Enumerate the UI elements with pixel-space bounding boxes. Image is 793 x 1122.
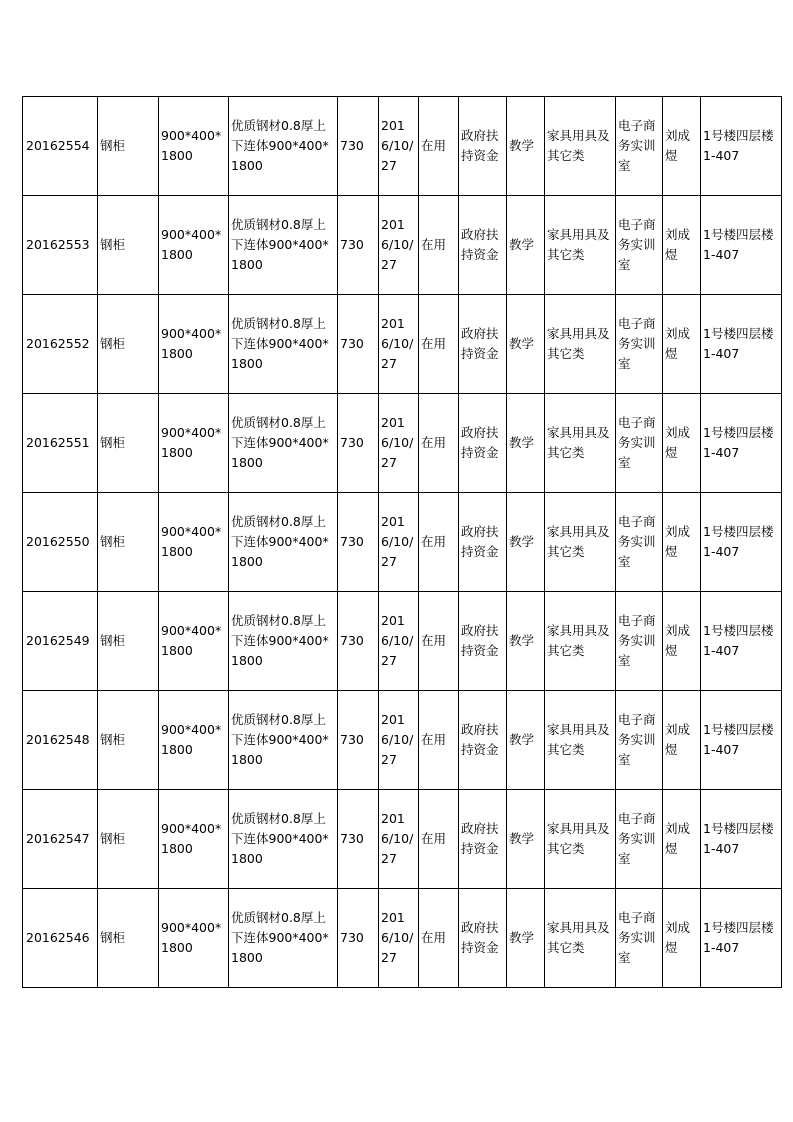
custodian-cell <box>663 889 701 988</box>
table-row <box>23 790 782 889</box>
status-cell <box>419 592 459 691</box>
model: 900*400*1800 <box>161 920 222 955</box>
asset-name-cell <box>98 196 159 295</box>
spec-cell <box>229 790 338 889</box>
date-cell <box>379 196 419 295</box>
usage-cell <box>507 790 545 889</box>
department: 电子商务实训室 <box>618 118 656 173</box>
custodian-cell <box>663 97 701 196</box>
asset-id: 20162552 <box>26 336 90 351</box>
storage-location: 1号楼四层楼1-407 <box>703 524 774 559</box>
custodian-cell <box>663 790 701 889</box>
funding-source: 政府扶持资金 <box>461 722 499 757</box>
purchase-date: 2016/10/27 <box>381 712 414 767</box>
purchase-date: 2016/10/27 <box>381 118 414 173</box>
date-cell <box>379 394 419 493</box>
asset-name-cell <box>98 889 159 988</box>
custodian: 刘成煜 <box>665 722 691 757</box>
asset-category: 家具用具及其它类 <box>547 524 610 559</box>
funding-cell <box>459 889 507 988</box>
asset-name-cell <box>98 691 159 790</box>
table-body <box>23 97 782 988</box>
funding-source: 政府扶持资金 <box>461 821 499 856</box>
date-cell <box>379 691 419 790</box>
date-cell <box>379 790 419 889</box>
custodian: 刘成煜 <box>665 425 691 460</box>
storage-location: 1号楼四层楼1-407 <box>703 425 774 460</box>
department: 电子商务实训室 <box>618 415 656 470</box>
category-cell <box>545 790 616 889</box>
asset-id: 20162547 <box>26 831 90 846</box>
asset-id: 20162554 <box>26 138 90 153</box>
asset-name-cell <box>98 295 159 394</box>
model-cell <box>159 97 229 196</box>
funding-cell <box>459 790 507 889</box>
purchase-date: 2016/10/27 <box>381 613 414 668</box>
model: 900*400*1800 <box>161 128 222 163</box>
usage-cell <box>507 394 545 493</box>
location-cell <box>701 790 782 889</box>
custodian: 刘成煜 <box>665 623 691 658</box>
location-cell <box>701 493 782 592</box>
location-cell <box>701 196 782 295</box>
category-cell <box>545 592 616 691</box>
unit-price: 730 <box>340 435 364 450</box>
table-row <box>23 196 782 295</box>
table-row <box>23 97 782 196</box>
usage-status: 在用 <box>421 435 447 450</box>
unit-price: 730 <box>340 930 364 945</box>
purchase-date: 2016/10/27 <box>381 811 414 866</box>
storage-location: 1号楼四层楼1-407 <box>703 326 774 361</box>
asset-name: 钢柜 <box>100 732 126 747</box>
asset-category: 家具用具及其它类 <box>547 920 610 955</box>
asset-name: 钢柜 <box>100 237 126 252</box>
usage-status: 在用 <box>421 336 447 351</box>
usage-direction: 教学 <box>509 435 535 450</box>
model: 900*400*1800 <box>161 722 222 757</box>
category-cell <box>545 889 616 988</box>
table-row <box>23 493 782 592</box>
usage-direction: 教学 <box>509 930 535 945</box>
model-cell <box>159 691 229 790</box>
price-cell <box>338 592 379 691</box>
price-cell <box>338 196 379 295</box>
asset-name: 钢柜 <box>100 831 126 846</box>
asset-id: 20162553 <box>26 237 90 252</box>
usage-direction: 教学 <box>509 237 535 252</box>
specification: 优质钢材0.8厚上下连体900*400*1800 <box>231 811 329 866</box>
custodian: 刘成煜 <box>665 227 691 262</box>
purchase-date: 2016/10/27 <box>381 910 414 965</box>
spec-cell <box>229 97 338 196</box>
model-cell <box>159 295 229 394</box>
funding-cell <box>459 295 507 394</box>
asset-category: 家具用具及其它类 <box>547 128 610 163</box>
asset-id-cell <box>23 394 98 493</box>
price-cell <box>338 691 379 790</box>
funding-source: 政府扶持资金 <box>461 920 499 955</box>
usage-status: 在用 <box>421 831 447 846</box>
unit-price: 730 <box>340 633 364 648</box>
model-cell <box>159 493 229 592</box>
funding-source: 政府扶持资金 <box>461 524 499 559</box>
asset-category: 家具用具及其它类 <box>547 722 610 757</box>
funding-source: 政府扶持资金 <box>461 128 499 163</box>
usage-direction: 教学 <box>509 534 535 549</box>
usage-cell <box>507 295 545 394</box>
model-cell <box>159 592 229 691</box>
unit-price: 730 <box>340 732 364 747</box>
usage-direction: 教学 <box>509 732 535 747</box>
location-cell <box>701 691 782 790</box>
location-cell <box>701 394 782 493</box>
asset-category: 家具用具及其它类 <box>547 425 610 460</box>
model: 900*400*1800 <box>161 326 222 361</box>
price-cell <box>338 394 379 493</box>
usage-direction: 教学 <box>509 336 535 351</box>
usage-status: 在用 <box>421 237 447 252</box>
status-cell <box>419 394 459 493</box>
usage-status: 在用 <box>421 633 447 648</box>
funding-cell <box>459 691 507 790</box>
custodian-cell <box>663 592 701 691</box>
status-cell <box>419 196 459 295</box>
purchase-date: 2016/10/27 <box>381 217 414 272</box>
funding-cell <box>459 592 507 691</box>
asset-category: 家具用具及其它类 <box>547 227 610 262</box>
table-row <box>23 691 782 790</box>
storage-location: 1号楼四层楼1-407 <box>703 227 774 262</box>
usage-cell <box>507 691 545 790</box>
table-row <box>23 592 782 691</box>
storage-location: 1号楼四层楼1-407 <box>703 722 774 757</box>
department-cell <box>616 493 663 592</box>
usage-status: 在用 <box>421 930 447 945</box>
department-cell <box>616 97 663 196</box>
asset-category: 家具用具及其它类 <box>547 623 610 658</box>
custodian: 刘成煜 <box>665 326 691 361</box>
funding-cell <box>459 196 507 295</box>
purchase-date: 2016/10/27 <box>381 514 414 569</box>
custodian: 刘成煜 <box>665 128 691 163</box>
spec-cell <box>229 394 338 493</box>
specification: 优质钢材0.8厚上下连体900*400*1800 <box>231 217 329 272</box>
table-row <box>23 394 782 493</box>
department-cell <box>616 889 663 988</box>
model: 900*400*1800 <box>161 821 222 856</box>
funding-source: 政府扶持资金 <box>461 227 499 262</box>
asset-category: 家具用具及其它类 <box>547 326 610 361</box>
asset-name: 钢柜 <box>100 336 126 351</box>
custodian: 刘成煜 <box>665 920 691 955</box>
asset-name-cell <box>98 97 159 196</box>
usage-status: 在用 <box>421 732 447 747</box>
table-row <box>23 295 782 394</box>
department: 电子商务实训室 <box>618 910 656 965</box>
status-cell <box>419 889 459 988</box>
spec-cell <box>229 493 338 592</box>
funding-cell <box>459 394 507 493</box>
location-cell <box>701 97 782 196</box>
department: 电子商务实训室 <box>618 316 656 371</box>
spec-cell <box>229 691 338 790</box>
date-cell <box>379 592 419 691</box>
custodian-cell <box>663 295 701 394</box>
table-row <box>23 889 782 988</box>
model: 900*400*1800 <box>161 524 222 559</box>
specification: 优质钢材0.8厚上下连体900*400*1800 <box>231 415 329 470</box>
price-cell <box>338 790 379 889</box>
price-cell <box>338 97 379 196</box>
model: 900*400*1800 <box>161 227 222 262</box>
status-cell <box>419 790 459 889</box>
asset-id-cell <box>23 691 98 790</box>
specification: 优质钢材0.8厚上下连体900*400*1800 <box>231 118 329 173</box>
specification: 优质钢材0.8厚上下连体900*400*1800 <box>231 712 329 767</box>
asset-id: 20162548 <box>26 732 90 747</box>
specification: 优质钢材0.8厚上下连体900*400*1800 <box>231 316 329 371</box>
asset-name-cell <box>98 394 159 493</box>
funding-cell <box>459 493 507 592</box>
location-cell <box>701 295 782 394</box>
asset-id-cell <box>23 97 98 196</box>
funding-source: 政府扶持资金 <box>461 326 499 361</box>
usage-direction: 教学 <box>509 633 535 648</box>
category-cell <box>545 295 616 394</box>
spec-cell <box>229 196 338 295</box>
asset-name: 钢柜 <box>100 930 126 945</box>
usage-direction: 教学 <box>509 138 535 153</box>
category-cell <box>545 196 616 295</box>
date-cell <box>379 493 419 592</box>
category-cell <box>545 97 616 196</box>
funding-cell <box>459 97 507 196</box>
unit-price: 730 <box>340 237 364 252</box>
specification: 优质钢材0.8厚上下连体900*400*1800 <box>231 910 329 965</box>
asset-id: 20162549 <box>26 633 90 648</box>
price-cell <box>338 295 379 394</box>
custodian: 刘成煜 <box>665 524 691 559</box>
location-cell <box>701 592 782 691</box>
status-cell <box>419 493 459 592</box>
asset-name: 钢柜 <box>100 633 126 648</box>
status-cell <box>419 691 459 790</box>
asset-id-cell <box>23 790 98 889</box>
unit-price: 730 <box>340 831 364 846</box>
model-cell <box>159 196 229 295</box>
asset-id-cell <box>23 196 98 295</box>
custodian-cell <box>663 394 701 493</box>
asset-id: 20162550 <box>26 534 90 549</box>
category-cell <box>545 493 616 592</box>
asset-table <box>22 96 782 988</box>
asset-name-cell <box>98 493 159 592</box>
model-cell <box>159 790 229 889</box>
department: 电子商务实训室 <box>618 613 656 668</box>
department: 电子商务实训室 <box>618 712 656 767</box>
custodian-cell <box>663 493 701 592</box>
usage-cell <box>507 889 545 988</box>
asset-name: 钢柜 <box>100 138 126 153</box>
date-cell <box>379 97 419 196</box>
department-cell <box>616 592 663 691</box>
asset-id-cell <box>23 295 98 394</box>
category-cell <box>545 691 616 790</box>
department-cell <box>616 790 663 889</box>
asset-id-cell <box>23 493 98 592</box>
category-cell <box>545 394 616 493</box>
unit-price: 730 <box>340 336 364 351</box>
price-cell <box>338 493 379 592</box>
usage-cell <box>507 196 545 295</box>
department-cell <box>616 691 663 790</box>
custodian-cell <box>663 691 701 790</box>
price-cell <box>338 889 379 988</box>
funding-source: 政府扶持资金 <box>461 623 499 658</box>
storage-location: 1号楼四层楼1-407 <box>703 128 774 163</box>
model: 900*400*1800 <box>161 623 222 658</box>
usage-cell <box>507 592 545 691</box>
model-cell <box>159 889 229 988</box>
department-cell <box>616 295 663 394</box>
purchase-date: 2016/10/27 <box>381 415 414 470</box>
model: 900*400*1800 <box>161 425 222 460</box>
asset-name-cell <box>98 790 159 889</box>
model-cell <box>159 394 229 493</box>
specification: 优质钢材0.8厚上下连体900*400*1800 <box>231 613 329 668</box>
usage-cell <box>507 97 545 196</box>
usage-direction: 教学 <box>509 831 535 846</box>
location-cell <box>701 889 782 988</box>
department-cell <box>616 196 663 295</box>
asset-id: 20162546 <box>26 930 90 945</box>
asset-id-cell <box>23 889 98 988</box>
asset-id: 20162551 <box>26 435 90 450</box>
specification: 优质钢材0.8厚上下连体900*400*1800 <box>231 514 329 569</box>
department: 电子商务实训室 <box>618 811 656 866</box>
storage-location: 1号楼四层楼1-407 <box>703 920 774 955</box>
funding-source: 政府扶持资金 <box>461 425 499 460</box>
asset-name-cell <box>98 592 159 691</box>
unit-price: 730 <box>340 138 364 153</box>
asset-name: 钢柜 <box>100 435 126 450</box>
department: 电子商务实训室 <box>618 217 656 272</box>
purchase-date: 2016/10/27 <box>381 316 414 371</box>
spec-cell <box>229 592 338 691</box>
asset-id-cell <box>23 592 98 691</box>
asset-name: 钢柜 <box>100 534 126 549</box>
status-cell <box>419 97 459 196</box>
usage-cell <box>507 493 545 592</box>
usage-status: 在用 <box>421 138 447 153</box>
unit-price: 730 <box>340 534 364 549</box>
spec-cell <box>229 889 338 988</box>
custodian-cell <box>663 196 701 295</box>
asset-category: 家具用具及其它类 <box>547 821 610 856</box>
usage-status: 在用 <box>421 534 447 549</box>
storage-location: 1号楼四层楼1-407 <box>703 623 774 658</box>
storage-location: 1号楼四层楼1-407 <box>703 821 774 856</box>
date-cell <box>379 295 419 394</box>
department: 电子商务实训室 <box>618 514 656 569</box>
status-cell <box>419 295 459 394</box>
spec-cell <box>229 295 338 394</box>
date-cell <box>379 889 419 988</box>
department-cell <box>616 394 663 493</box>
custodian: 刘成煜 <box>665 821 691 856</box>
